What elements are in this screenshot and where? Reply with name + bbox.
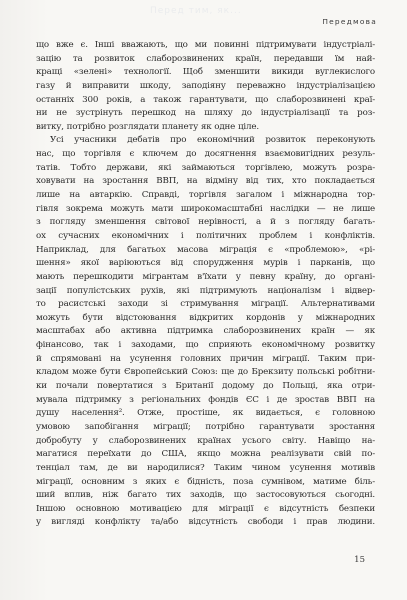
text-line: масштабах або активна підтримка слаборозвинених країн — як [36, 326, 375, 337]
text-line: міграції, основним з яких є бідність, поза сумнівом, матиме біль- [36, 476, 375, 487]
text-line: можуть бути відстоювання відкритих кордонів у міжнародних [36, 312, 375, 323]
text-line: ки почали повертатися з Британії додому до Польщі, яка отри- [36, 381, 375, 392]
text-line: фінансово, так і заходами, що сприяють економічному розвитку [36, 340, 375, 351]
text-line: ох сучасних економічних і політичних проблем і конфліктів. [36, 230, 375, 241]
paragraph-1 [36, 39, 375, 134]
text-line: то расистські заходи зі стримування міграції. Альтернативами [36, 299, 375, 310]
text-line: кладом може бути Європейський Союз: ще до Брекзиту польські робітни- [36, 367, 375, 378]
text-line: ховувати на зростання ВВП, на відміну від тих, хто покладається [36, 176, 375, 187]
text-line: душу населення². Отже, простіше, як видається, є головною [36, 408, 375, 419]
text-line: ни не зустрінуть перешкод на шляху до індустріалізації та роз- [36, 108, 375, 119]
text-line: Усі учасники дебатів про економічний розвиток переконують [50, 135, 375, 146]
text-line: у вигляді конфлікту та/або відсутність свободи і прав людини. [36, 517, 375, 528]
text-line: татів. Тобто держави, які займаються торгівлею, можуть розра- [36, 162, 375, 173]
text-line: мувала підтримку з регіональних фондів ЄС і де зростав ВВП на [36, 394, 375, 405]
paragraph-2 [36, 134, 375, 530]
text-line: мають перешкодити мігрантам в'їхати у певну країну, до органі- [36, 271, 375, 282]
text-line: кращі «зелені» технології. Щоб зменшити викиди вуглекислого [36, 67, 375, 78]
text-line: з погляду зменшення світової нерівності, а й з погляду багать- [36, 217, 375, 228]
text-line: й спрямовані на усунення головних причин міграції. Таким при- [36, 353, 375, 364]
text-line: останніх 300 років, а також гарантувати, що слаборозвинені краї- [36, 94, 375, 105]
running-head: Передмова [322, 17, 377, 26]
show-through-header: Перед тим, як... [150, 6, 242, 16]
page-number: 15 [354, 555, 365, 565]
text-line: Наприклад, для багатьох масова міграція є «проблемою», «рі- [36, 244, 375, 255]
text-line: гівля зокрема можуть мати широкомасштабні наслідки — не лише [36, 203, 375, 214]
text-line: лише на автаркію. Справді, торгівля загалом і міжнародна тор- [36, 190, 375, 201]
text-line: нас, що торгівля є ключем до досягнення взаємовигідних резуль- [36, 149, 375, 160]
text-line: витку, потрібно розглядати планету як одне ціле. [36, 121, 259, 132]
text-line: що вже є. Інші вважають, що ми повинні підтримувати індустріалі- [36, 40, 375, 50]
body-text [36, 39, 375, 530]
text-line: зацію та розвиток слаборозвинених країн, передавши їм най- [36, 53, 375, 64]
text-line: магатися переїхати до США, якщо можна реалізувати свій по- [36, 449, 375, 460]
text-line: шення» якої варіюються від спорудження мурів і парканів, що [36, 258, 375, 269]
text-line: ший вплив, ніж багато тих заходів, що застосовуються сьогодні. [36, 490, 375, 501]
text-line: добробуту у слаборозвинених країнах усього світу. Навіщо на- [36, 435, 375, 446]
text-line: Іншою основною мотивацією для міграції є відсутність безпеки [36, 503, 375, 514]
text-line: тенціал там, де ви народилися? Таким чином усунення мотивів [36, 462, 375, 473]
text-line: зації популістських рухів, які підтримують націоналізм і відвер- [36, 285, 375, 296]
text-line: газу й виправити шкоду, заподіяну переважно індустріалізацією [36, 80, 375, 91]
text-line: умовою запобігання міграції; потрібно гарантувати зростання [36, 421, 375, 432]
